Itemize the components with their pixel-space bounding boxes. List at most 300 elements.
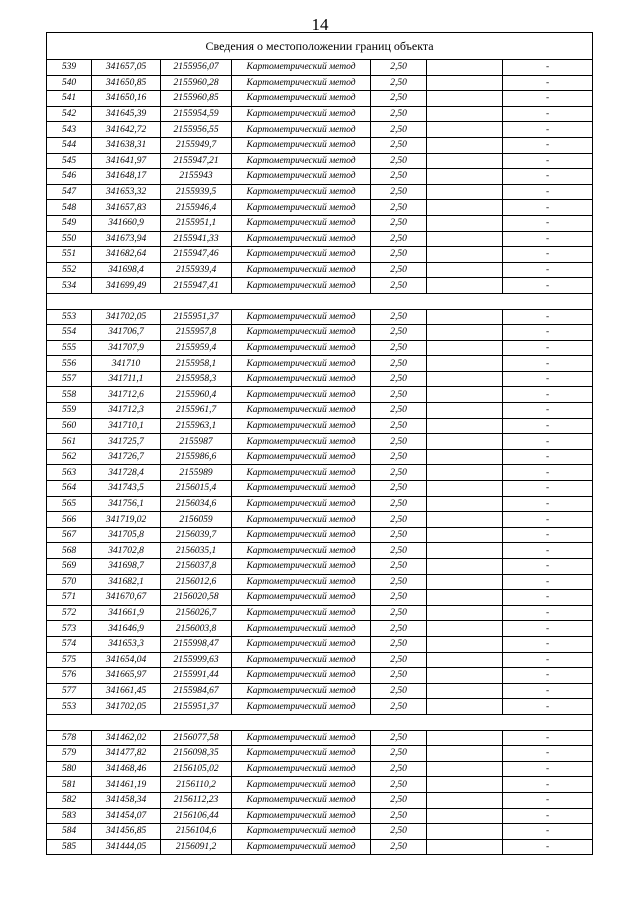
table-row bbox=[47, 527, 593, 543]
y-coordinate-cell: 2155991,44 bbox=[161, 668, 232, 684]
note-cell: - bbox=[503, 106, 593, 122]
point-number-cell: 568 bbox=[47, 543, 92, 559]
table-row bbox=[47, 75, 593, 91]
method-cell: Картометрический метод bbox=[232, 247, 371, 263]
point-number-cell: 582 bbox=[47, 792, 92, 808]
accuracy-cell: 2,50 bbox=[371, 574, 427, 590]
note-cell: - bbox=[503, 200, 593, 216]
y-coordinate-cell: 2156110,2 bbox=[161, 777, 232, 793]
description-cell bbox=[427, 75, 503, 91]
method-cell: Картометрический метод bbox=[232, 153, 371, 169]
x-coordinate-cell: 341702,05 bbox=[92, 699, 161, 715]
accuracy-cell: 2,50 bbox=[371, 761, 427, 777]
note-cell: - bbox=[503, 137, 593, 153]
accuracy-cell: 2,50 bbox=[371, 75, 427, 91]
description-cell bbox=[427, 387, 503, 403]
note-cell: - bbox=[503, 122, 593, 138]
table-row bbox=[47, 247, 593, 263]
description-cell bbox=[427, 122, 503, 138]
description-cell bbox=[427, 590, 503, 606]
method-cell: Картометрический метод bbox=[232, 621, 371, 637]
point-number-cell: 566 bbox=[47, 512, 92, 528]
point-number-cell: 571 bbox=[47, 590, 92, 606]
note-cell: - bbox=[503, 325, 593, 341]
accuracy-cell: 2,50 bbox=[371, 590, 427, 606]
x-coordinate-cell: 341456,85 bbox=[92, 824, 161, 840]
description-cell bbox=[427, 434, 503, 450]
point-number-cell: 559 bbox=[47, 403, 92, 419]
x-coordinate-cell: 341698,4 bbox=[92, 262, 161, 278]
point-number-cell: 556 bbox=[47, 356, 92, 372]
method-cell: Картометрический метод bbox=[232, 169, 371, 185]
note-cell: - bbox=[503, 590, 593, 606]
separator-cell bbox=[47, 293, 593, 309]
x-coordinate-cell: 341726,7 bbox=[92, 449, 161, 465]
y-coordinate-cell: 2155963,1 bbox=[161, 418, 232, 434]
y-coordinate-cell: 2155947,46 bbox=[161, 247, 232, 263]
x-coordinate-cell: 341661,45 bbox=[92, 683, 161, 699]
point-number-cell: 558 bbox=[47, 387, 92, 403]
table-row bbox=[47, 605, 593, 621]
point-number-cell: 567 bbox=[47, 527, 92, 543]
x-coordinate-cell: 341468,46 bbox=[92, 761, 161, 777]
table-row bbox=[47, 792, 593, 808]
method-cell: Картометрический метод bbox=[232, 481, 371, 497]
description-cell bbox=[427, 325, 503, 341]
method-cell: Картометрический метод bbox=[232, 340, 371, 356]
x-coordinate-cell: 341458,34 bbox=[92, 792, 161, 808]
note-cell: - bbox=[503, 169, 593, 185]
note-cell: - bbox=[503, 418, 593, 434]
note-cell: - bbox=[503, 730, 593, 746]
x-coordinate-cell: 341711,1 bbox=[92, 371, 161, 387]
y-coordinate-cell: 2156098,35 bbox=[161, 746, 232, 762]
method-cell: Картометрический метод bbox=[232, 543, 371, 559]
x-coordinate-cell: 341707,9 bbox=[92, 340, 161, 356]
table-row bbox=[47, 699, 593, 715]
x-coordinate-cell: 341682,64 bbox=[92, 247, 161, 263]
method-cell: Картометрический метод bbox=[232, 262, 371, 278]
table-row bbox=[47, 668, 593, 684]
method-cell: Картометрический метод bbox=[232, 122, 371, 138]
description-cell bbox=[427, 621, 503, 637]
x-coordinate-cell: 341638,31 bbox=[92, 137, 161, 153]
description-cell bbox=[427, 340, 503, 356]
separator-cell bbox=[47, 714, 593, 730]
point-number-cell: 554 bbox=[47, 325, 92, 341]
note-cell: - bbox=[503, 824, 593, 840]
point-number-cell: 577 bbox=[47, 683, 92, 699]
x-coordinate-cell: 341712,6 bbox=[92, 387, 161, 403]
description-cell bbox=[427, 262, 503, 278]
accuracy-cell: 2,50 bbox=[371, 543, 427, 559]
y-coordinate-cell: 2155947,41 bbox=[161, 278, 232, 294]
y-coordinate-cell: 2156034,6 bbox=[161, 496, 232, 512]
accuracy-cell: 2,50 bbox=[371, 278, 427, 294]
note-cell: - bbox=[503, 777, 593, 793]
x-coordinate-cell: 341728,4 bbox=[92, 465, 161, 481]
note-cell: - bbox=[503, 527, 593, 543]
description-cell bbox=[427, 169, 503, 185]
table-row bbox=[47, 137, 593, 153]
method-cell: Картометрический метод bbox=[232, 137, 371, 153]
accuracy-cell: 2,50 bbox=[371, 668, 427, 684]
boundary-coordinates-table bbox=[46, 32, 593, 855]
point-number-cell: 561 bbox=[47, 434, 92, 450]
point-number-cell: 575 bbox=[47, 652, 92, 668]
table-row bbox=[47, 91, 593, 107]
point-number-cell: 549 bbox=[47, 215, 92, 231]
note-cell: - bbox=[503, 262, 593, 278]
x-coordinate-cell: 341462,02 bbox=[92, 730, 161, 746]
description-cell bbox=[427, 699, 503, 715]
note-cell: - bbox=[503, 559, 593, 575]
y-coordinate-cell: 2155956,55 bbox=[161, 122, 232, 138]
y-coordinate-cell: 2155961,7 bbox=[161, 403, 232, 419]
point-number-cell: 585 bbox=[47, 839, 92, 855]
accuracy-cell: 2,50 bbox=[371, 621, 427, 637]
y-coordinate-cell: 2155959,4 bbox=[161, 340, 232, 356]
point-number-cell: 580 bbox=[47, 761, 92, 777]
point-number-cell: 553 bbox=[47, 699, 92, 715]
accuracy-cell: 2,50 bbox=[371, 792, 427, 808]
accuracy-cell: 2,50 bbox=[371, 106, 427, 122]
accuracy-cell: 2,50 bbox=[371, 340, 427, 356]
description-cell bbox=[427, 636, 503, 652]
x-coordinate-cell: 341702,8 bbox=[92, 543, 161, 559]
y-coordinate-cell: 2156112,23 bbox=[161, 792, 232, 808]
method-cell: Картометрический метод bbox=[232, 184, 371, 200]
y-coordinate-cell: 2156039,7 bbox=[161, 527, 232, 543]
x-coordinate-cell: 341646,9 bbox=[92, 621, 161, 637]
accuracy-cell: 2,50 bbox=[371, 418, 427, 434]
description-cell bbox=[427, 465, 503, 481]
description-cell bbox=[427, 371, 503, 387]
table-row bbox=[47, 621, 593, 637]
accuracy-cell: 2,50 bbox=[371, 434, 427, 450]
accuracy-cell: 2,50 bbox=[371, 496, 427, 512]
note-cell: - bbox=[503, 231, 593, 247]
y-coordinate-cell: 2156091,2 bbox=[161, 839, 232, 855]
method-cell: Картометрический метод bbox=[232, 574, 371, 590]
method-cell: Картометрический метод bbox=[232, 309, 371, 325]
point-number-cell: 583 bbox=[47, 808, 92, 824]
table-row bbox=[47, 122, 593, 138]
accuracy-cell: 2,50 bbox=[371, 137, 427, 153]
x-coordinate-cell: 341670,67 bbox=[92, 590, 161, 606]
point-number-cell: 553 bbox=[47, 309, 92, 325]
y-coordinate-cell: 2156059 bbox=[161, 512, 232, 528]
table-row bbox=[47, 340, 593, 356]
x-coordinate-cell: 341653,32 bbox=[92, 184, 161, 200]
y-coordinate-cell: 2155987 bbox=[161, 434, 232, 450]
description-cell bbox=[427, 418, 503, 434]
point-number-cell: 534 bbox=[47, 278, 92, 294]
point-number-cell: 564 bbox=[47, 481, 92, 497]
method-cell: Картометрический метод bbox=[232, 792, 371, 808]
y-coordinate-cell: 2155939,4 bbox=[161, 262, 232, 278]
accuracy-cell: 2,50 bbox=[371, 325, 427, 341]
method-cell: Картометрический метод bbox=[232, 60, 371, 76]
table-row bbox=[47, 325, 593, 341]
note-cell: - bbox=[503, 184, 593, 200]
table-row bbox=[47, 746, 593, 762]
point-number-cell: 547 bbox=[47, 184, 92, 200]
x-coordinate-cell: 341698,7 bbox=[92, 559, 161, 575]
y-coordinate-cell: 2155960,4 bbox=[161, 387, 232, 403]
method-cell: Картометрический метод bbox=[232, 699, 371, 715]
x-coordinate-cell: 341444,05 bbox=[92, 839, 161, 855]
x-coordinate-cell: 341661,9 bbox=[92, 605, 161, 621]
y-coordinate-cell: 2156026,7 bbox=[161, 605, 232, 621]
x-coordinate-cell: 341710 bbox=[92, 356, 161, 372]
accuracy-cell: 2,50 bbox=[371, 449, 427, 465]
method-cell: Картометрический метод bbox=[232, 839, 371, 855]
accuracy-cell: 2,50 bbox=[371, 730, 427, 746]
description-cell bbox=[427, 496, 503, 512]
y-coordinate-cell: 2155999,63 bbox=[161, 652, 232, 668]
point-number-cell: 576 bbox=[47, 668, 92, 684]
accuracy-cell: 2,50 bbox=[371, 169, 427, 185]
point-number-cell: 573 bbox=[47, 621, 92, 637]
point-number-cell: 542 bbox=[47, 106, 92, 122]
table-row bbox=[47, 184, 593, 200]
point-number-cell: 574 bbox=[47, 636, 92, 652]
table-row bbox=[47, 215, 593, 231]
x-coordinate-cell: 341710,1 bbox=[92, 418, 161, 434]
description-cell bbox=[427, 200, 503, 216]
note-cell: - bbox=[503, 215, 593, 231]
description-cell bbox=[427, 543, 503, 559]
description-cell bbox=[427, 683, 503, 699]
note-cell: - bbox=[503, 153, 593, 169]
point-number-cell: 560 bbox=[47, 418, 92, 434]
table-row bbox=[47, 512, 593, 528]
description-cell bbox=[427, 60, 503, 76]
note-cell: - bbox=[503, 746, 593, 762]
description-cell bbox=[427, 153, 503, 169]
note-cell: - bbox=[503, 621, 593, 637]
note-cell: - bbox=[503, 403, 593, 419]
method-cell: Картометрический метод bbox=[232, 325, 371, 341]
description-cell bbox=[427, 215, 503, 231]
point-number-cell: 563 bbox=[47, 465, 92, 481]
table-row bbox=[47, 60, 593, 76]
y-coordinate-cell: 2156105,02 bbox=[161, 761, 232, 777]
accuracy-cell: 2,50 bbox=[371, 371, 427, 387]
note-cell: - bbox=[503, 91, 593, 107]
table-row bbox=[47, 231, 593, 247]
table-row bbox=[47, 169, 593, 185]
page-number: 14 bbox=[311, 15, 329, 34]
point-number-cell: 572 bbox=[47, 605, 92, 621]
x-coordinate-cell: 341712,3 bbox=[92, 403, 161, 419]
description-cell bbox=[427, 668, 503, 684]
method-cell: Картометрический метод bbox=[232, 605, 371, 621]
y-coordinate-cell: 2155947,21 bbox=[161, 153, 232, 169]
x-coordinate-cell: 341665,97 bbox=[92, 668, 161, 684]
table-row bbox=[47, 839, 593, 855]
description-cell bbox=[427, 559, 503, 575]
note-cell: - bbox=[503, 496, 593, 512]
method-cell: Картометрический метод bbox=[232, 387, 371, 403]
description-cell bbox=[427, 184, 503, 200]
point-number-cell: 565 bbox=[47, 496, 92, 512]
table-row bbox=[47, 683, 593, 699]
table-row bbox=[47, 543, 593, 559]
note-cell: - bbox=[503, 481, 593, 497]
note-cell: - bbox=[503, 278, 593, 294]
note-cell: - bbox=[503, 75, 593, 91]
description-cell bbox=[427, 309, 503, 325]
table-row bbox=[47, 761, 593, 777]
accuracy-cell: 2,50 bbox=[371, 60, 427, 76]
x-coordinate-cell: 341461,19 bbox=[92, 777, 161, 793]
method-cell: Картометрический метод bbox=[232, 200, 371, 216]
y-coordinate-cell: 2156077,58 bbox=[161, 730, 232, 746]
y-coordinate-cell: 2155943 bbox=[161, 169, 232, 185]
note-cell: - bbox=[503, 60, 593, 76]
point-number-cell: 562 bbox=[47, 449, 92, 465]
y-coordinate-cell: 2155941,33 bbox=[161, 231, 232, 247]
y-coordinate-cell: 2155946,4 bbox=[161, 200, 232, 216]
x-coordinate-cell: 341648,17 bbox=[92, 169, 161, 185]
method-cell: Картометрический метод bbox=[232, 418, 371, 434]
y-coordinate-cell: 2156003,8 bbox=[161, 621, 232, 637]
x-coordinate-cell: 341641,97 bbox=[92, 153, 161, 169]
accuracy-cell: 2,50 bbox=[371, 512, 427, 528]
method-cell: Картометрический метод bbox=[232, 278, 371, 294]
note-cell: - bbox=[503, 574, 593, 590]
note-cell: - bbox=[503, 247, 593, 263]
description-cell bbox=[427, 777, 503, 793]
table-row bbox=[47, 387, 593, 403]
description-cell bbox=[427, 808, 503, 824]
description-cell bbox=[427, 247, 503, 263]
method-cell: Картометрический метод bbox=[232, 590, 371, 606]
accuracy-cell: 2,50 bbox=[371, 91, 427, 107]
y-coordinate-cell: 2155984,67 bbox=[161, 683, 232, 699]
description-cell bbox=[427, 824, 503, 840]
accuracy-cell: 2,50 bbox=[371, 699, 427, 715]
table-row bbox=[47, 153, 593, 169]
accuracy-cell: 2,50 bbox=[371, 231, 427, 247]
point-number-cell: 557 bbox=[47, 371, 92, 387]
x-coordinate-cell: 341682,1 bbox=[92, 574, 161, 590]
y-coordinate-cell: 2155951,1 bbox=[161, 215, 232, 231]
note-cell: - bbox=[503, 808, 593, 824]
method-cell: Картометрический метод bbox=[232, 559, 371, 575]
accuracy-cell: 2,50 bbox=[371, 356, 427, 372]
x-coordinate-cell: 341699,49 bbox=[92, 278, 161, 294]
table-row bbox=[47, 652, 593, 668]
x-coordinate-cell: 341650,16 bbox=[92, 91, 161, 107]
method-cell: Картометрический метод bbox=[232, 215, 371, 231]
note-cell: - bbox=[503, 652, 593, 668]
method-cell: Картометрический метод bbox=[232, 668, 371, 684]
x-coordinate-cell: 341650,85 bbox=[92, 75, 161, 91]
x-coordinate-cell: 341725,7 bbox=[92, 434, 161, 450]
accuracy-cell: 2,50 bbox=[371, 605, 427, 621]
y-coordinate-cell: 2155958,1 bbox=[161, 356, 232, 372]
point-number-cell: 540 bbox=[47, 75, 92, 91]
method-cell: Картометрический метод bbox=[232, 527, 371, 543]
method-cell: Картометрический метод bbox=[232, 231, 371, 247]
note-cell: - bbox=[503, 356, 593, 372]
point-number-cell: 546 bbox=[47, 169, 92, 185]
separator-row bbox=[47, 293, 593, 309]
accuracy-cell: 2,50 bbox=[371, 636, 427, 652]
accuracy-cell: 2,50 bbox=[371, 153, 427, 169]
y-coordinate-cell: 2156020,58 bbox=[161, 590, 232, 606]
point-number-cell: 552 bbox=[47, 262, 92, 278]
point-number-cell: 584 bbox=[47, 824, 92, 840]
method-cell: Картометрический метод bbox=[232, 730, 371, 746]
accuracy-cell: 2,50 bbox=[371, 683, 427, 699]
method-cell: Картометрический метод bbox=[232, 434, 371, 450]
table-row bbox=[47, 434, 593, 450]
method-cell: Картометрический метод bbox=[232, 824, 371, 840]
y-coordinate-cell: 2155954,59 bbox=[161, 106, 232, 122]
y-coordinate-cell: 2156012,6 bbox=[161, 574, 232, 590]
table-title: Сведения о местоположении границ объекта bbox=[47, 33, 593, 60]
x-coordinate-cell: 341756,1 bbox=[92, 496, 161, 512]
y-coordinate-cell: 2155939,5 bbox=[161, 184, 232, 200]
point-number-cell: 569 bbox=[47, 559, 92, 575]
x-coordinate-cell: 341702,05 bbox=[92, 309, 161, 325]
accuracy-cell: 2,50 bbox=[371, 122, 427, 138]
accuracy-cell: 2,50 bbox=[371, 839, 427, 855]
accuracy-cell: 2,50 bbox=[371, 247, 427, 263]
method-cell: Картометрический метод bbox=[232, 496, 371, 512]
x-coordinate-cell: 341645,39 bbox=[92, 106, 161, 122]
accuracy-cell: 2,50 bbox=[371, 652, 427, 668]
description-cell bbox=[427, 746, 503, 762]
point-number-cell: 544 bbox=[47, 137, 92, 153]
accuracy-cell: 2,50 bbox=[371, 309, 427, 325]
description-cell bbox=[427, 839, 503, 855]
x-coordinate-cell: 341657,05 bbox=[92, 60, 161, 76]
description-cell bbox=[427, 481, 503, 497]
y-coordinate-cell: 2156035,1 bbox=[161, 543, 232, 559]
method-cell: Картометрический метод bbox=[232, 746, 371, 762]
x-coordinate-cell: 341705,8 bbox=[92, 527, 161, 543]
method-cell: Картометрический метод bbox=[232, 75, 371, 91]
point-number-cell: 555 bbox=[47, 340, 92, 356]
point-number-cell: 570 bbox=[47, 574, 92, 590]
table-row bbox=[47, 590, 593, 606]
description-cell bbox=[427, 231, 503, 247]
note-cell: - bbox=[503, 309, 593, 325]
y-coordinate-cell: 2155951,37 bbox=[161, 699, 232, 715]
table-row bbox=[47, 465, 593, 481]
point-number-cell: 539 bbox=[47, 60, 92, 76]
table-row bbox=[47, 262, 593, 278]
description-cell bbox=[427, 605, 503, 621]
method-cell: Картометрический метод bbox=[232, 465, 371, 481]
accuracy-cell: 2,50 bbox=[371, 527, 427, 543]
description-cell bbox=[427, 792, 503, 808]
method-cell: Картометрический метод bbox=[232, 777, 371, 793]
table-row bbox=[47, 824, 593, 840]
description-cell bbox=[427, 512, 503, 528]
method-cell: Картометрический метод bbox=[232, 761, 371, 777]
accuracy-cell: 2,50 bbox=[371, 481, 427, 497]
table-row bbox=[47, 496, 593, 512]
x-coordinate-cell: 341743,5 bbox=[92, 481, 161, 497]
note-cell: - bbox=[503, 340, 593, 356]
accuracy-cell: 2,50 bbox=[371, 465, 427, 481]
